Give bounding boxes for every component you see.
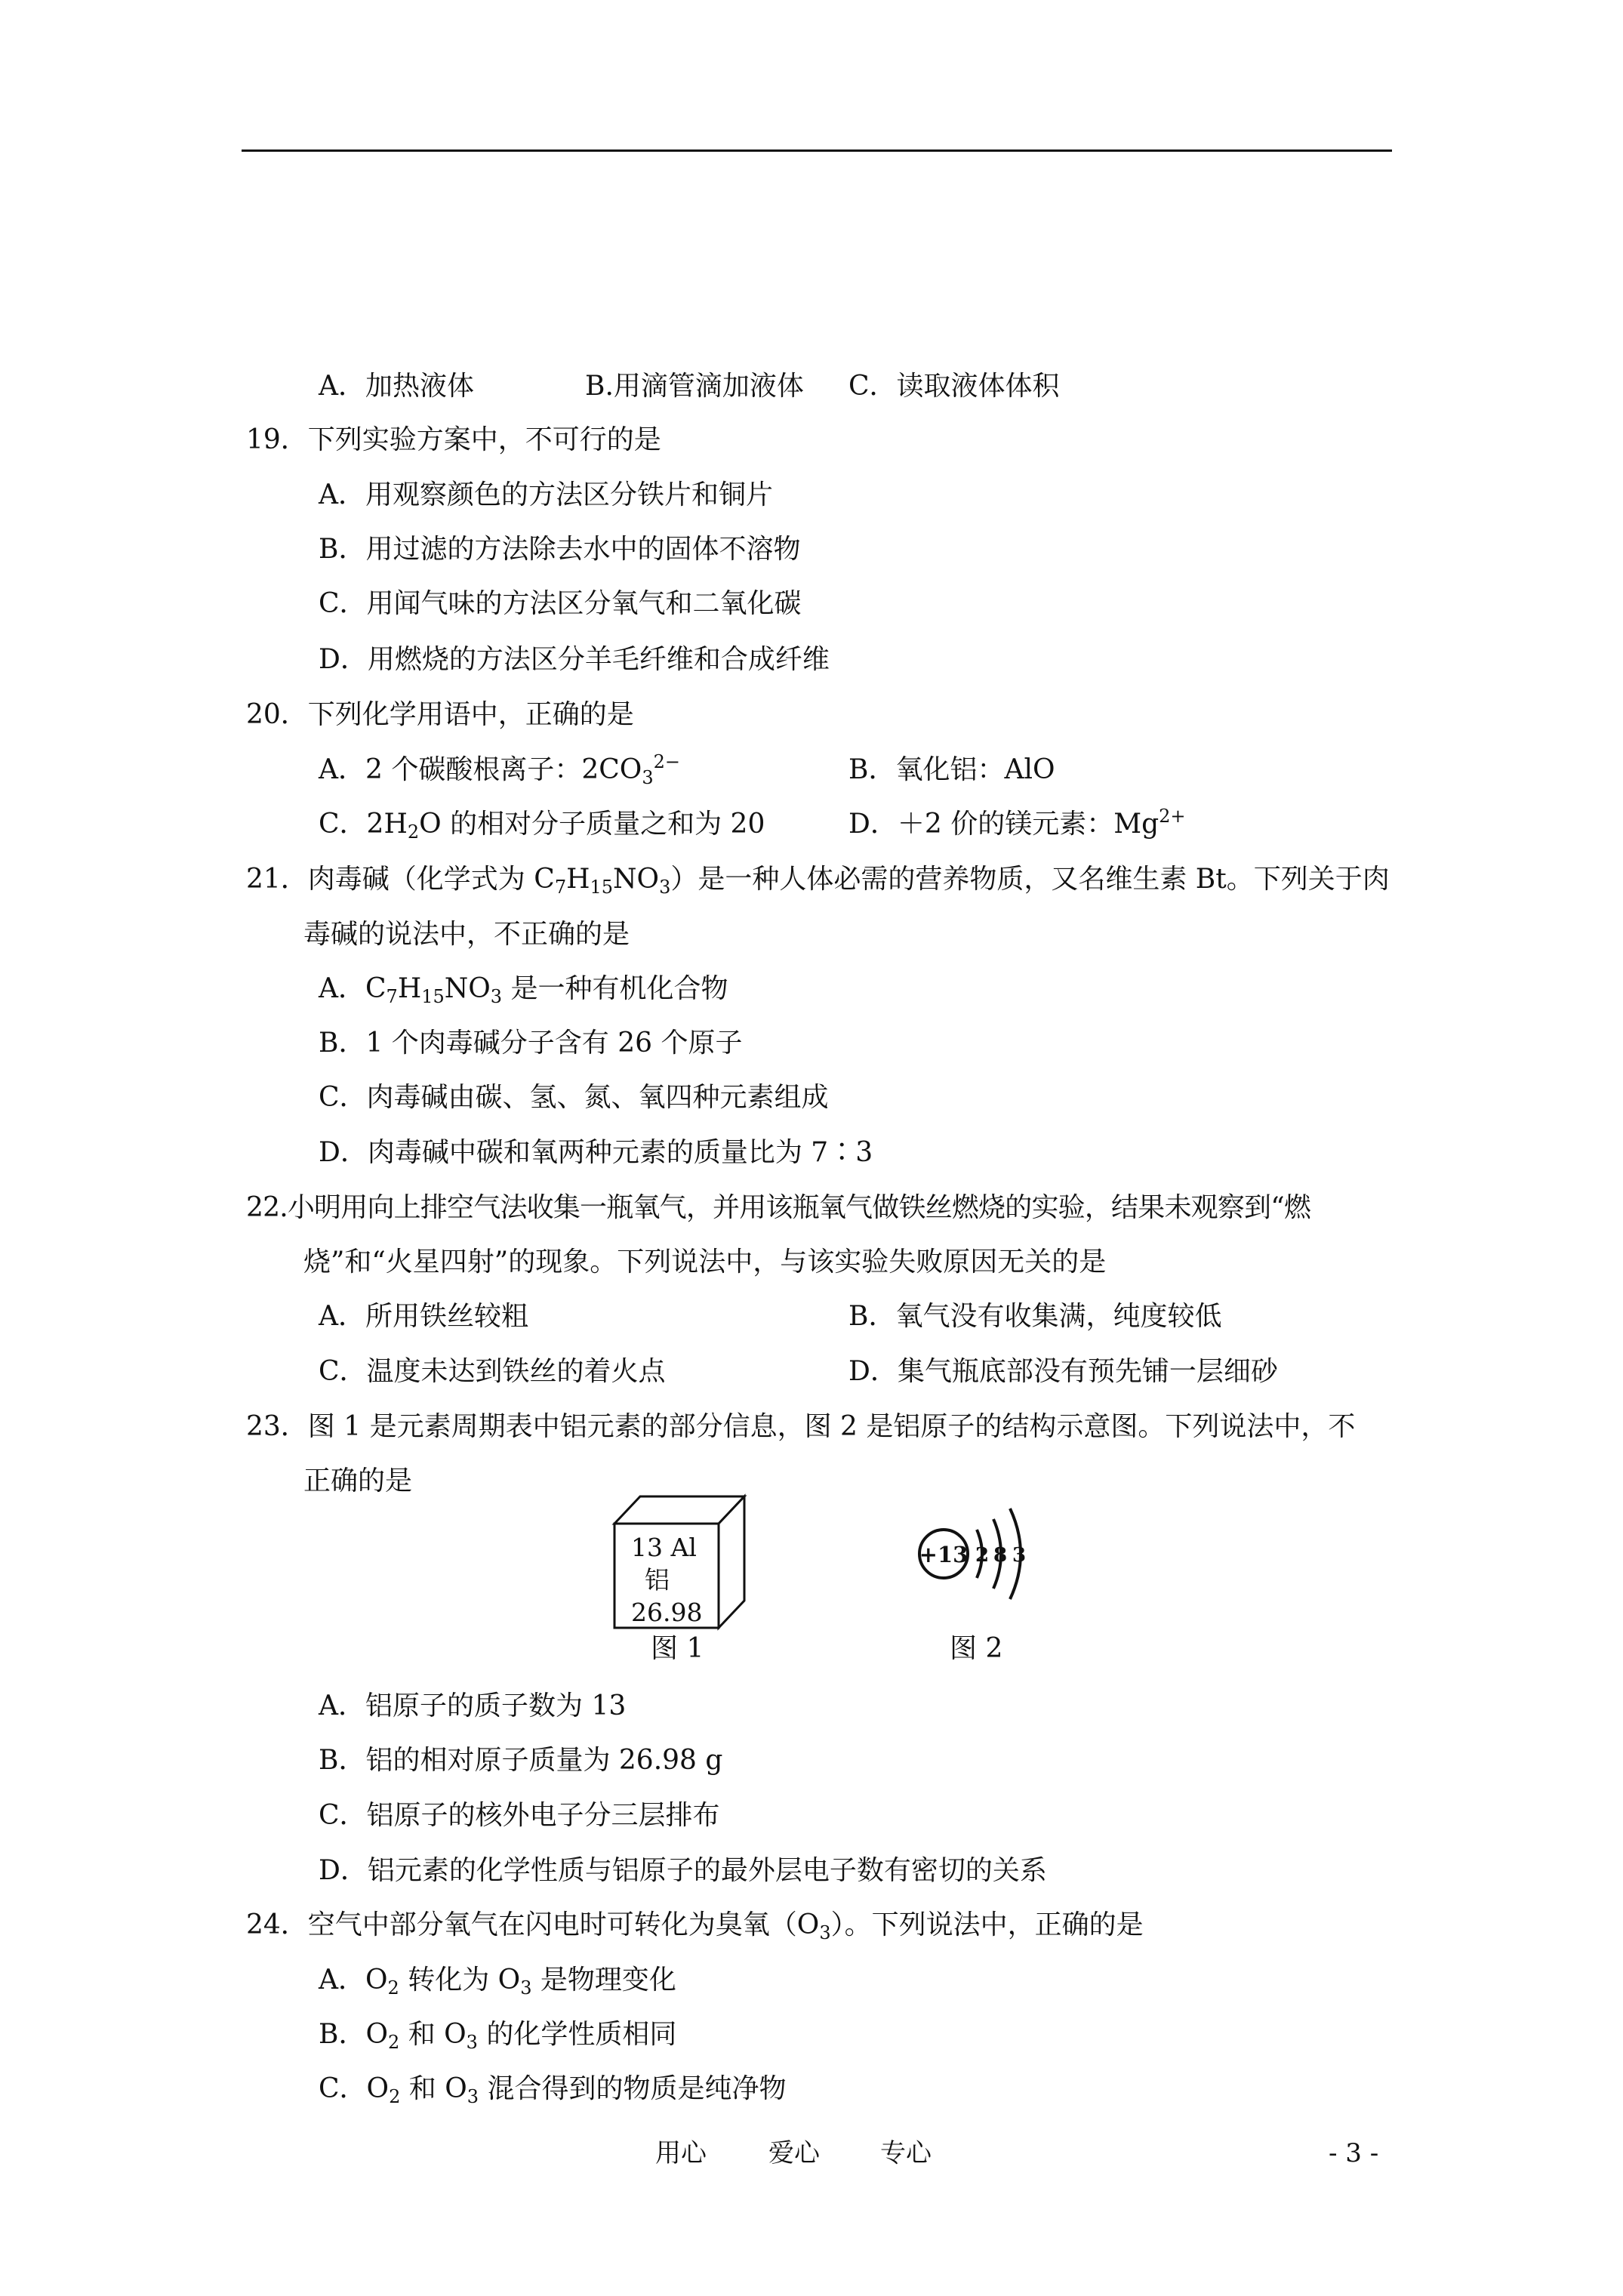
figure-2-caption: 图 2 (950, 1633, 1003, 1664)
q20-option-d: D．＋2 价的镁元素：$Mg^{2+}$ (848, 806, 1186, 840)
q23-stem-line1: 23．图 1 是元素周期表中铝元素的部分信息，图 2 是铝原子的结构示意图。下列说法中，不 (246, 1411, 1356, 1442)
q18-option-c: C．读取液体体积 (848, 371, 1060, 402)
footer-word-2: 爱心 (768, 2138, 820, 2168)
q22-stem-line1: 22.小明用向上排空气法收集一瓶氧气，并用该瓶氧气做铁丝燃烧的实验，结果未观察到“燃 (246, 1192, 1311, 1223)
q24-option-b: B．$O_2$ 和 $O_3$ 的化学性质相同 (319, 2019, 677, 2053)
fig1-atomic-mass: 26.98 (631, 1598, 703, 1627)
q23-option-a: A．铝原子的质子数为 13 (319, 1690, 627, 1721)
fig2-shell-2-count: 8 (993, 1544, 1008, 1567)
q18-option-a: A．加热液体 (319, 371, 474, 402)
fig2-shell-1-count: 2 (975, 1544, 990, 1567)
q19-option-c: C．用闻气味的方法区分氧气和二氧化碳 (319, 588, 802, 619)
footer-word-3: 专心 (880, 2138, 932, 2168)
q19-option-a: A．用观察颜色的方法区分铁片和铜片 (319, 479, 773, 510)
q20-option-c: C．$2H_2O$ 的相对分子质量之和为 20 (319, 809, 765, 843)
q22-option-a: A．所用铁丝较粗 (319, 1301, 528, 1332)
q20-option-a: A．2 个碳酸根离子：$2CO_3^{2-}$ (319, 751, 680, 788)
q20-option-b: B．氧化铝：AlO (848, 754, 1055, 785)
footer-word-1: 用心 (655, 2138, 707, 2168)
fig1-number-symbol: 13 Al (631, 1533, 697, 1562)
q19-stem: 19．下列实验方案中，不可行的是 (246, 424, 661, 455)
figure-1-aluminum-cell (610, 1489, 753, 1632)
figure-2-atom-structure (912, 1493, 1048, 1614)
figure-1-caption: 图 1 (651, 1633, 704, 1664)
fig1-element-name: 铝 (645, 1565, 670, 1595)
q19-option-b: B．用过滤的方法除去水中的固体不溶物 (319, 534, 801, 565)
fig2-shell-3-count: 3 (1012, 1544, 1027, 1567)
fig2-nucleus-charge: +13 (919, 1542, 969, 1567)
q19-option-d: D．用燃烧的方法区分羊毛纤维和合成纤维 (319, 644, 830, 675)
q24-option-a: A．$O_2$ 转化为 $O_3$ 是物理变化 (319, 1965, 676, 1999)
q21-stem-line1: 21．肉毒碱（化学式为 $C_7H_{15}NO_3$）是一种人体必需的营养物质，又名维生素 Bt。下列关于肉 (246, 864, 1390, 898)
q22-option-c: C．温度未达到铁丝的着火点 (319, 1356, 666, 1387)
q22-option-d: D．集气瓶底部没有预先铺一层细砂 (848, 1356, 1278, 1387)
q23-option-c: C．铝原子的核外电子分三层排布 (319, 1800, 720, 1831)
q23-option-d: D．铝元素的化学性质与铝原子的最外层电子数有密切的关系 (319, 1855, 1047, 1886)
q21-option-d: D．肉毒碱中碳和氧两种元素的质量比为 7∶3 (319, 1137, 873, 1168)
q20-stem: 20．下列化学用语中，正确的是 (246, 699, 634, 730)
q22-option-b: B．氧气没有收集满，纯度较低 (848, 1301, 1222, 1332)
q23-stem-line2: 正确的是 (303, 1465, 413, 1496)
header-rule (242, 149, 1392, 152)
q18-option-b: B.用滴管滴加液体 (585, 371, 804, 402)
q24-option-c: C．$O_2$ 和 $O_3$ 混合得到的物质是纯净物 (319, 2073, 787, 2107)
q22-stem-line2: 烧”和“火星四射”的现象。下列说法中，与该实验失败原因无关的是 (303, 1247, 1107, 1277)
q24-stem: 24．空气中部分氧气在闪电时可转化为臭氧$(O_3)$。下列说法中，正确的是 (246, 1909, 1144, 1943)
q23-option-b: B．铝的相对原子质量为 26.98 g (319, 1745, 723, 1776)
q21-option-b: B．1 个肉毒碱分子含有 26 个原子 (319, 1028, 743, 1059)
q21-stem-line2: 毒碱的说法中，不正确的是 (303, 919, 630, 950)
q21-option-a: A．$C_7H_{15}NO_3$ 是一种有机化合物 (319, 973, 728, 1007)
q21-option-c: C．肉毒碱由碳、氢、氮、氧四种元素组成 (319, 1082, 829, 1113)
page-number: - 3 - (1329, 2138, 1379, 2168)
